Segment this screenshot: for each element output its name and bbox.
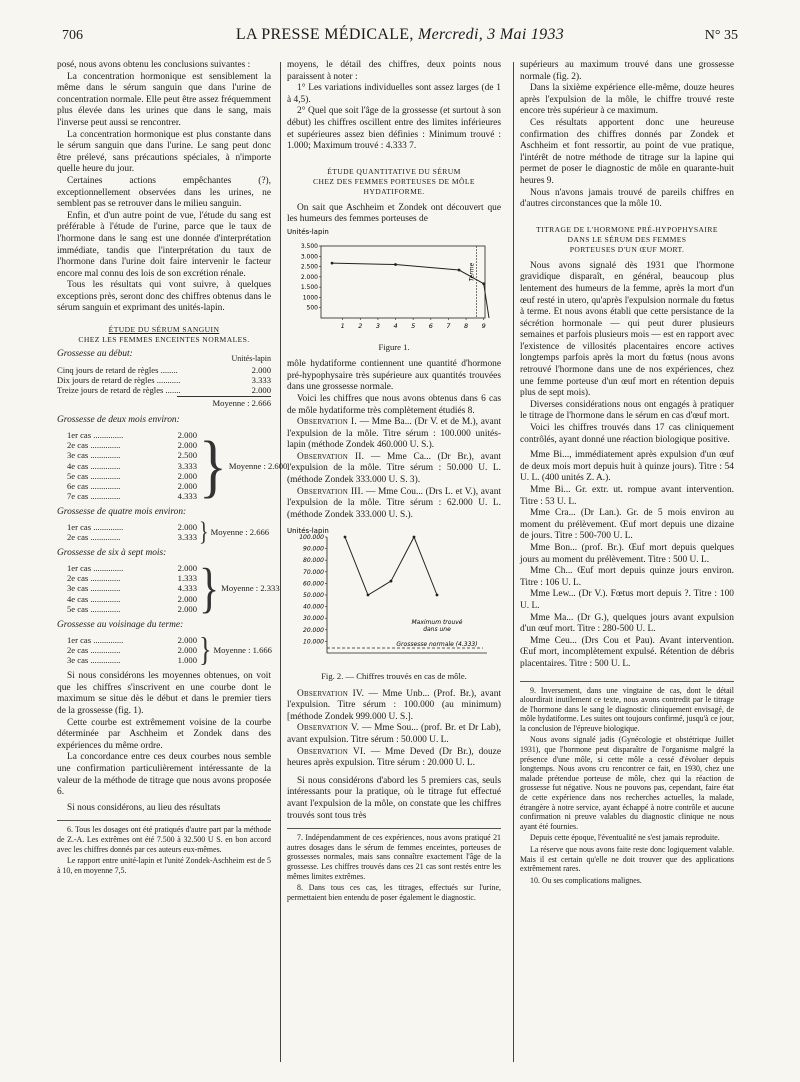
- row-value: 3.333: [177, 532, 197, 543]
- paragraph: supérieurs au maximum trouvé dans une grossesse normale (fig. 2).: [520, 60, 734, 82]
- paragraph: Certaines actions empêchantes (?), exceptionnellement observées dans les urines, ne semblent pas se retrouver dans le milieu sanguin.: [57, 175, 271, 210]
- case-group: [67, 558, 280, 619]
- table-row: [67, 522, 197, 532]
- figure-1-caption: Figure 1.: [378, 341, 410, 352]
- table-title-line: CHEZ LES FEMMES ENCEINTES NORMALES.: [78, 335, 250, 345]
- footnote: La réserve que nous avons faite reste donc logiquement valable. Mais il est certain qu'elle ne doit trouver que des applications extrêmement rares.: [520, 845, 734, 874]
- paragraph: Voici les chiffres trouvés dans 17 cas cliniquement contrôlés, ayant donné une réaction biologique positive.: [520, 423, 734, 445]
- row-label: 6e cas ..............: [67, 481, 121, 492]
- row-value: 2.000: [177, 644, 197, 655]
- row-label: 1er cas ..............: [67, 430, 124, 441]
- row-label: 2e cas ..............: [67, 440, 121, 451]
- case-group: [67, 630, 272, 669]
- footnote: 7. Indépendamment de ces expériences, nous avons pratiqué 21 autres dosages dans le sérum de femmes enceintes, porteuses de grossesses normales, mais sans connaître exactement l'âge de la grossesse. Les chiffres trouvés dans ces 21 cas sont restés entre les mêmes limites extrêmes.: [287, 833, 501, 881]
- row-label: 1er cas ..............: [67, 563, 124, 574]
- y-tick-label: 500: [306, 304, 318, 312]
- column-divider: [513, 62, 514, 1062]
- y-tick-label: 90.000: [303, 546, 324, 554]
- figure-2: [287, 525, 501, 669]
- case-group: [67, 517, 271, 547]
- x-tick-label: 8: [464, 321, 469, 330]
- row-label: 3e cas ..............: [67, 655, 121, 666]
- group-mean: Moyenne : 2.600: [228, 460, 288, 471]
- y-tick-label: 40.000: [303, 604, 324, 612]
- group-title: Grossesse de deux mois environ:: [57, 415, 180, 426]
- paragraph: Dans la sixième expérience elle-même, douze heures après l'expulsion de la môle, le chiffre trouvé reste encore très supérieur à ce maximum.: [520, 83, 734, 117]
- row-label: 4e cas ..............: [67, 593, 121, 604]
- table-row: [67, 573, 197, 583]
- group-title: Grossesse de six à sept mois:: [57, 548, 167, 559]
- footnote: Depuis cette époque, l'éventualité ne s'est jamais reproduite.: [530, 833, 720, 843]
- table-row: [67, 430, 197, 440]
- journal-title: [62, 26, 738, 44]
- group-mean: Moyenne : 2.666: [177, 396, 271, 410]
- brace-glyph: }: [199, 517, 209, 547]
- section-title-line: DANS LE SÉRUM DES FEMMES: [567, 234, 687, 244]
- observation: [287, 452, 501, 487]
- observation: [287, 723, 501, 746]
- table-row: [57, 365, 271, 375]
- figure-1-chart: [287, 226, 501, 336]
- footnotes: [57, 820, 271, 875]
- observation-label: Observation II.: [297, 451, 365, 462]
- data-point: [458, 269, 461, 272]
- footnote: 9. Inversement, dans une vingtaine de cas, dont le détail alourdirait inutilement ce texte, nous avons contredit par le titrage de l'hormone dans le sang le diagnostic cliniquement envisagé, de môle hydatiforme. Les suites ont toujours confirmé, jusqu'à ce jour, la conclusion de l'épreuve biologique.: [520, 685, 734, 733]
- y-tick-label: 3.500: [300, 242, 318, 250]
- y-tick-label: 1000: [302, 294, 318, 302]
- table-row: [67, 491, 197, 501]
- row-value: 2.000: [177, 563, 197, 574]
- row-value: 2.000: [177, 522, 197, 533]
- footnote: 6. Tous les dosages ont été pratiqués d'autre part par la méthode de Z.-A. Les extrêmes ont été 7.500 à 32.500 U S. en bon accord avec les chiffres donnés par ces auteurs eux-mêmes.: [57, 825, 271, 854]
- unit-column-header: Unités-lapin: [231, 353, 271, 363]
- x-tick-label: 6: [428, 321, 433, 330]
- row-value: 1.000: [177, 655, 197, 666]
- section-title: [520, 225, 734, 255]
- x-tick-label: 5: [411, 321, 416, 330]
- y-tick-label: 50.000: [303, 592, 324, 600]
- column-1: [57, 60, 288, 877]
- table-row: [67, 583, 197, 593]
- group-title: Grossesse de quatre mois environ:: [57, 507, 187, 518]
- row-label: 1er cas ..............: [67, 522, 124, 533]
- observation-text: — Mme Cou... (Drs L. et V.), avant l'expulsion de la môle. Titre sérum : 62.000 U. L. (méthode Zondek 333.000 U. S.).: [287, 486, 502, 520]
- paragraph: môle hydatiforme contiennent une quantité d'hormone pré-hypophysaire très supérieure aux quantités trouvées dans une grossesse normale.: [287, 359, 501, 393]
- data-point: [331, 262, 334, 265]
- observation-text: — Mme Ba... (Dr V. et de M.), avant l'expulsion de la môle. Titre sérum : 100.000 unités-lapin (méthode Zondek 460.000 U. S.).: [287, 417, 502, 451]
- table-title: [57, 325, 271, 345]
- row-label: 3e cas ..............: [67, 450, 121, 461]
- column-2: [287, 60, 501, 904]
- data-point: [436, 594, 439, 597]
- paragraph: Nous avons signalé dès 1931 que l'hormone gravidique disparaît, en général, beaucoup plus lentement des humeurs de la femme, après la mort d'un œuf resté in utero, qu'après l'expulsion normale du fœtus à terme. Et nous avons établi que cette persistance de la sécrétion hormonale — qui peut durer plusieurs semaines et parfois plusieurs mois — est en rapport avec l'existence de villosités placentaires encore actives longtemps parfois après la mort du fœtus (nous avons retrouvé l'hormone dans une de nos expériences, chez une femme porteuse d'un œuf mort en rétention depuis plus de sept mois).: [520, 260, 734, 399]
- case-group: [67, 426, 288, 505]
- observation-text: — Mme Unb... (Prof. Br.), avant l'expulsion. Titre sérum : 100.000 (au minimum) [méthode Zondek 999.000 U. S.].: [287, 688, 501, 722]
- row-value: 1.333: [177, 573, 197, 584]
- table-row: [67, 655, 197, 665]
- row-label: 3e cas ..............: [67, 583, 121, 594]
- group-mean: Moyenne : 2.333: [221, 583, 280, 594]
- case-entry: Mme Lew... (Dr V.). Fœtus mort depuis ?. Titre : 100 U. L.: [520, 589, 734, 611]
- y-tick-label: 1.500: [300, 284, 318, 292]
- row-value: 2.000: [177, 603, 197, 614]
- case-entry: Mme Bi..., immédiatement après expulsion d'un œuf de deux mois mort depuis huit à quinze jours). Titre : 54 U. L. (400 unités Z. A.).: [520, 450, 734, 484]
- section-title-line: TITRAGE DE L'HORMONE PRÉ-HYPOPHYSAIRE: [536, 224, 718, 234]
- table-row: [67, 481, 197, 491]
- observation: [287, 417, 501, 452]
- y-tick-label: 60.000: [303, 580, 324, 588]
- case-entry: Mme Bon... (prof. Br.). Œuf mort depuis quelques jours au moment du prélèvement. Titre : 500 U. L.: [520, 542, 734, 565]
- reference-label: dans une: [423, 626, 451, 634]
- group-mean: Moyenne : 2.666: [210, 527, 270, 538]
- row-label: 2e cas ..............: [67, 644, 121, 655]
- table-row: [67, 604, 197, 614]
- paragraph: La concordance entre ces deux courbes nous semble une confirmation particulièrement intéressante de la valeur de la méthode de titrage que nous avons proposée 6.: [57, 752, 271, 798]
- paragraph: posé, nous avons obtenu les conclusions suivantes :: [57, 60, 251, 70]
- table-title-line: ÉTUDE DU SÉRUM SANGUIN: [108, 325, 220, 335]
- observation-label: Observation VI.: [297, 746, 366, 757]
- y-tick-label: 30.000: [303, 615, 324, 623]
- y-tick-label: 20.000: [303, 627, 324, 635]
- row-label: Cinq jours de retard de règles ........: [57, 364, 178, 375]
- row-value: 2.000: [251, 385, 271, 396]
- footnotes: [287, 828, 501, 902]
- table-row: [67, 450, 197, 460]
- table-row: [67, 532, 197, 542]
- case-entry: Mme Bi... Gr. extr. ut. rompue avant intervention. Titre : 53 U. L.: [520, 485, 734, 507]
- table-row: [57, 385, 271, 395]
- data-table: [57, 365, 271, 396]
- observation: [287, 689, 501, 724]
- paragraph: 1° Les variations individuelles sont assez larges (de 1 à 4,5).: [287, 83, 501, 105]
- plot-frame: [321, 246, 485, 318]
- figure-2-caption: Fig. 2. — Chiffres trouvés en cas de môle.: [321, 671, 467, 682]
- row-value: 3.333: [177, 460, 197, 471]
- y-tick-label: 3.000: [300, 253, 318, 261]
- row-label: 1er cas ..............: [67, 634, 124, 645]
- table-row: [57, 375, 271, 385]
- row-label: 2e cas ..............: [67, 532, 121, 543]
- observation-label: Observation I.: [297, 417, 357, 428]
- observation-label: Observation III.: [297, 486, 364, 497]
- y-tick-label: 2.000: [300, 273, 318, 281]
- y-axis-label: Unités-lapin: [287, 227, 329, 236]
- paragraph: Si nous considérons d'abord les 5 premiers cas, seuls intéressants pour la pratique, où le titrage fut effectué avant l'expulsion de la môle, on constate que les chiffres trouvés sont tous très: [287, 775, 501, 821]
- row-value: 2.500: [177, 450, 197, 461]
- row-label: 4e cas ..............: [67, 460, 121, 471]
- observation-text: — Mme Deved (Dr Br.), douze heures après expulsion. Titre sérum : 20.000 U. L.: [287, 746, 502, 769]
- table-row: [67, 440, 197, 450]
- table-row: [67, 563, 197, 573]
- journal-name: LA PRESSE MÉDICALE,: [235, 26, 414, 43]
- footnote: Nous avons signalé jadis (Gynécologie et obstétrique Juillet 1931), que l'hormone peut disparaître de l'organisme malgré la présence d'une môle, si cette môle a cessé d'évoluer depuis longtemps. Nous avons cru rencontrer ce fait, en 1930, chez une malade prétendue porteuse de môle, chez qui la réaction de grossesse fut négative. Nous ne pouvons pas, cependant, faire état de cette expérience dans nos recherches actuelles, la malade, étrangère à notre service, ayant échappé à notre contrôle et aucune confirmation ni preuve valables du diagnostic clinique ne nous ayant été fournies.: [520, 735, 734, 831]
- x-tick-label: 4: [393, 321, 398, 330]
- case-entry: Mme Cra... (Dr Lan.). Gr. de 5 mois environ au moment du prélèvement. Œuf mort depuis une dizaine de jours. Titre : 500-700 U. L.: [520, 508, 734, 542]
- row-value: 4.333: [177, 583, 197, 594]
- paragraph: Voici les chiffres que nous avons obtenus dans 6 cas de môle hydatiforme très complètement étudiés 8.: [287, 393, 501, 416]
- paragraph: moyens, le détail des chiffres, deux points nous paraissent à noter :: [287, 60, 501, 82]
- data-point: [344, 536, 347, 539]
- paragraph: La concentration hormonique est sensiblement la même dans le sérum sanguin que dans l'urine de concentration normale. Elle peut être assez fréquemment plus élevée dans les urines que dans le sang, mais l'inverse peut aussi se rencontrer.: [57, 71, 271, 128]
- issue-date: Mercredi, 3 Mai 1933: [417, 26, 565, 43]
- footnote: 10. Ou ses complications malignes.: [530, 875, 642, 885]
- table-row: [67, 461, 197, 471]
- column-3: [520, 60, 734, 887]
- paragraph: Enfin, et d'un autre point de vue, l'étude du sang est préférable à l'étude de l'urine, parce que le taux de l'hormone dans le sang est une donnée d'interprétation immédiate, tandis que l'interprétation du taux de l'hormone dans l'urine doit faire intervenir le facteur encore mal connu des lois de son excrétion rénale.: [57, 210, 271, 279]
- paragraph: Si nous considérons, au lieu des résultats: [67, 802, 221, 813]
- observation-label: Observation V.: [297, 723, 360, 734]
- x-tick-label: 3: [375, 321, 380, 330]
- row-value: 2.000: [177, 430, 197, 441]
- table-row: [67, 471, 197, 481]
- table-row: [67, 594, 197, 604]
- row-value: 2.000: [177, 634, 197, 645]
- case-entry: Mme Ceu... (Drs Cou et Pau). Avant intervention. Œuf mort, incomplètement expulsé. Rétention de débris placentaires. Titre : 500 U. L.: [520, 635, 734, 669]
- paragraph: Si nous considérons les moyennes obtenues, on voit que les chiffres s'inscrivent en une courbe dont le maximum se situe dès le début et dans le premier tiers de la grossesse (fig. 1).: [57, 671, 271, 717]
- row-label: 5e cas ..............: [67, 470, 121, 481]
- table-row: [67, 645, 197, 655]
- data-point: [413, 536, 416, 539]
- table-row: [67, 635, 197, 645]
- y-tick-label: 10.000: [303, 638, 324, 646]
- paragraph: On sait que Aschheim et Zondek ont découvert que les humeurs des femmes porteuses de: [287, 202, 501, 225]
- row-value: 3.333: [251, 375, 271, 386]
- row-label: Dix jours de retard de règles ...........: [57, 375, 181, 386]
- y-axis-label: Unités-lapin: [287, 527, 329, 536]
- x-tick-label: 1: [340, 321, 345, 330]
- paragraph: Ces résultats apportent donc une heureuse confirmation des chiffres donnés par Zondek et Aschheim et font ressortir, au point de vue pratique, l'intérêt de notre méthode de titrage sur la lapine qui permet de poser le diagnostic de môle en quarante-huit heures 9.: [520, 117, 734, 186]
- row-label: Treize jours de retard de règles .......: [57, 385, 181, 396]
- paragraph: Diverses considérations nous ont engagés à pratiquer le titrage de l'hormone dans le sérum en cas d'œuf mort.: [520, 399, 734, 422]
- case-entry: Mme Ch... Œuf mort depuis quinze jours environ. Titre : 106 U. L.: [520, 566, 734, 588]
- series-line: [345, 537, 437, 595]
- row-value: 2.000: [177, 470, 197, 481]
- paragraph: Cette courbe est extrêmement voisine de la courbe déterminée par Aschheim et Zondek dans des expériences du même ordre.: [57, 717, 271, 751]
- column-divider: [280, 62, 281, 1062]
- brace-glyph: }: [199, 426, 227, 505]
- x-tick-label: 9: [481, 321, 486, 330]
- case-entry: Mme Ma... (Dr G.), quelques jours avant expulsion d'un œuf mort. Titre : 280-500 U. L.: [520, 612, 734, 635]
- series-line: [332, 263, 484, 284]
- observation-text: — Mme Sou... (prof. Br. et Dr Lab), avant expulsion. Titre sérum : 50.000 U. L.: [287, 723, 502, 745]
- section-title-line: CHEZ DES FEMMES PORTEUSES DE MÔLE HYDATIFORME.: [313, 176, 475, 196]
- observation-label: Observation IV.: [297, 688, 365, 699]
- paragraph: Nous n'avons jamais trouvé de pareils chiffres en d'autres circonstances que la môle 10.: [520, 187, 734, 210]
- figure-1: [287, 226, 501, 340]
- footnote: 8. Dans tous ces cas, les titrages, effectués sur l'urine, permettaient bien entendu de poser également le diagnostic.: [287, 883, 501, 902]
- brace-glyph: }: [199, 558, 220, 619]
- footnotes: [520, 681, 734, 886]
- group-mean: Moyenne : 1.666: [213, 644, 272, 655]
- brace-glyph: }: [199, 630, 212, 669]
- row-value: 4.333: [177, 491, 197, 502]
- data-point: [367, 594, 370, 597]
- x-tick-label: 2: [358, 321, 363, 330]
- paragraph: 2° Quel que soit l'âge de la grossesse (et surtout à son début) les chiffres oscillent entre des limites inférieures et supérieures assez bien définies : Minimum trouvé : 1.000; Maximum trouvé : 4.333 7.: [287, 106, 501, 152]
- row-label: 7e cas ..............: [67, 491, 121, 502]
- y-tick-label: 70.000: [303, 569, 324, 577]
- figure-2-chart: [287, 525, 501, 665]
- section-title-line: ÉTUDE QUANTITATIVE DU SÉRUM: [327, 166, 461, 176]
- issue-number: N° 35: [704, 28, 738, 43]
- row-label: 2e cas ..............: [67, 573, 121, 584]
- x-tick-label: 7: [446, 321, 451, 330]
- group-title: Grossesse au voisinage du terme:: [57, 620, 184, 631]
- y-tick-label: 2.500: [300, 263, 318, 271]
- data-point: [394, 263, 397, 266]
- row-value: 2.000: [177, 440, 197, 451]
- paragraph: La concentration hormonique est plus constante dans le sérum sanguin que dans l'urine. Le sang peut donc être prélevé, sans précautions spéciales, à n'importe quelle heure du jour.: [57, 129, 271, 175]
- footnote: Le rapport entre unité-lapin et l'unité Zondek-Aschheim est de 5 à 10, en moyenne 7,5.: [57, 856, 271, 875]
- term-annotation: Terme: [468, 262, 476, 282]
- reference-label: Maximum trouvé: [411, 619, 463, 627]
- paragraph: Tous les résultats qui vont suivre, à quelques exceptions près, seront donc des chiffres obtenus dans le sérum sanguin et exprimant des unités-lapin.: [57, 280, 271, 314]
- y-tick-label: 100.000: [299, 534, 324, 542]
- observation: [287, 487, 501, 522]
- row-label: 5e cas ..............: [67, 603, 121, 614]
- section-title: [287, 167, 501, 197]
- y-tick-label: 80.000: [303, 557, 324, 565]
- data-point: [390, 580, 393, 583]
- observation: [287, 747, 501, 770]
- row-value: 2.000: [177, 593, 197, 604]
- reference-label: Grossesse normale (4.333): [396, 641, 478, 649]
- page-number: 706: [62, 28, 83, 43]
- section-title-line: PORTEUSES D'UN ŒUF MORT.: [569, 244, 685, 254]
- observation-text: — Mme Ca... (Dr Br.), avant l'expulsion de la môle. Titre sérum : 50.000 U. L. (méthode Zondek 333.000 U. S. 3).: [287, 451, 502, 486]
- row-value: 2.000: [177, 481, 197, 492]
- series-line-tail: [484, 284, 489, 318]
- page-header: [62, 26, 738, 48]
- group-title: Grossesse au début:: [57, 349, 133, 360]
- row-value: 2.000: [251, 364, 271, 375]
